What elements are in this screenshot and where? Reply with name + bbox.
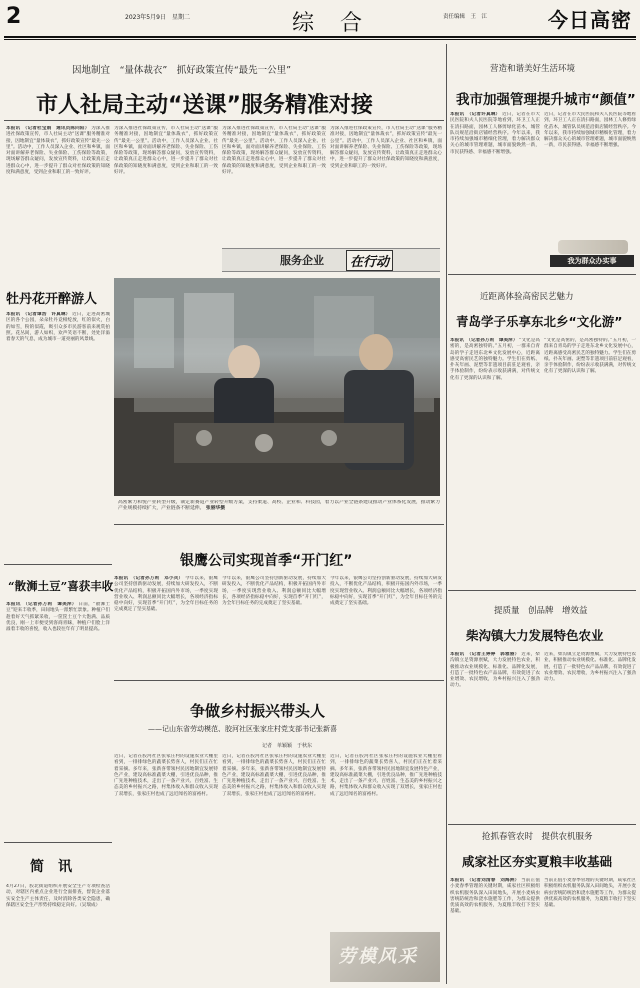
city-col1 [450,112,540,272]
service-banner [222,248,440,272]
service-badge [546,240,636,268]
divider-chaigou [448,824,636,825]
chaigou-col1 [450,652,540,818]
peony-byline: 本报讯 （记者谭浩 许真琳） [6,312,71,317]
lead-body-col1 [6,126,110,274]
city-kicker: 营造和谐美好生活环境 [490,64,576,74]
yingying-byline: 本报讯 （记者孙万莉 邓小兵） [114,576,184,581]
banner-left-text: 服务企业 [280,254,324,267]
banner-right-text: 在行动 [346,250,393,271]
rural-col2: 近日，记者在胶河社区张家庄村的设施农业大棚里看到，一排排绿色的蔬菜长势喜人，村民们正在忙着采摘。多年来，张新喜带领村民因地制宜发展特色产业，建设高标准蔬菜大棚，引进优良品种，推广先进种植技术，走出了一条产业兴、百姓富、生态美的乡村振兴之路，村集体收入和群众收入实现了双增长，张家庄村也成了远近闻名的富裕村。 [222,754,326,797]
rural-col1: 近日，记者在胶河社区张家庄村的设施农业大棚里看到，一排排绿色的蔬菜长势喜人，村民们正在忙着采摘。多年来，张新喜带领村民因地制宜发展特色产业，建设高标准蔬菜大棚，引进优良品种，推广先进种植技术，走出了一条产业兴、百姓富、生态美的乡村振兴之路，村集体收入和群众收入实现了双增长，张家庄村也成了远近闻名的富裕村。 [114,754,218,797]
factory-photo-image [114,278,440,496]
rural-subtitle: ——记山东省劳动模范、胶河社区张家庄村党支部书记张新喜 [148,725,337,733]
divider-soil [4,842,112,843]
soil-body: 日前，“散浉土豆”迎来丰收季，田间地头一派繁忙景象。种植户们趁着好天气抓紧采收，一筐筐土豆个大饱满、品质优良，刚一上市便受到客商青睐，种植户们脸上洋溢着丰收的喜悦，收入也较往年有了明显提高。 [6,602,110,633]
yingying-col3: 今年以来，银鹰公司坚持创新驱动发展，持续加大研发投入，不断优化产品结构，积极开拓国内外市场，一季度实现营业收入、利润总额同比大幅增长，各项经济指标稳中向好，实现首季“开门红”，为全年目标任务的完成奠定了坚实基础。 [330,576,442,607]
model-worker-tag-text: 劳模风采 [338,946,418,967]
city-body: 近日，记者在市大民医院和夫人民医院等地看到，环卫工人正在清扫路面，园林工人修剪绿化苗木，城管队员规范沿街店铺经营秩序。今年以来，我市持续加强城市精细化管理，着力解决群众关心的城市管理难题，城市面貌焕然一新，市民获得感、幸福感不断增强。 [450,112,540,155]
service-badge-label: 我为群众办实事 [550,255,634,267]
brief-body: 4月27日，胶北街道组织开展安全生产专项检查活动，对辖区内重点企业进行全面排查，督促企业落实安全生产主体责任，及时消除各类安全隐患，确保辖区安全生产形势持续稳定向好。（吴瑞成） [6,884,110,908]
chaigou-title: 柴沟镇大力发展特色农业 [466,628,604,643]
qingdao-col1 [450,338,540,578]
lead-body-col3: 为深入推进社保政策宣传，市人社局主动“送课”服务精准对接，因地制宜“量体裁衣”，抓好政策宣传“最先一公里”。活动中，工作人员深入企业、社区和乡镇，面对面讲解养老保险、失业保险、工伤保险等政策，现场解答群众疑问，发放宣传资料，让政策真正走进群众心中，进一步提升了群众对社保政策的知晓度和满意度，受到企业和职工的一致好评。 [222,126,326,176]
lead-rule [4,120,444,121]
qingdao-title: 青岛学子乐享东北乡“文化游” [456,314,623,329]
qingdao-byline: 本报讯 （记者孙万莉 谭美萍） [450,338,518,343]
qingdao-kicker: 近距离体验高密民艺魅力 [480,292,574,302]
lead-body: 为深入推进社保政策宣传，市人社局主动“送课”服务精准对接，因地制宜“量体裁衣”，抓好政策宣传“最先一公里”。活动中，工作人员深入企业、社区和乡镇，面对面讲解养老保险、失业保险、工伤保险等政策，现场解答群众疑问，发放宣传资料，让政策真正走进群众心中，进一步提升了群众对社保政策的知晓度和满意度，受到企业和职工的一致好评。 [6,126,110,176]
photo-credit: 张丽华摄 [205,506,226,512]
city-byline: 本报讯 （记者许真琳） [450,112,501,117]
photo-caption [118,500,440,520]
service-badge-art [558,240,628,254]
yingying-title: 银鹰公司实现首季“开门红” [180,553,353,569]
lead-byline: 本报讯 （记者杜宝娟 通讯员陈向阳） [6,126,90,131]
chaigou-body: 近来，柴沟镇立足资源禀赋，大力发展特色农业，积极推动农业规模化、标准化、品牌化发展，打造了一批特色农产品品牌，有效促进了农业增效、农民增收，为乡村振兴注入了强劲动力。 [450,652,540,689]
lead-body-col2: 为深入推进社保政策宣传，市人社局主动“送课”服务精准对接，因地制宜“量体裁衣”，抓好政策宣传“最先一公里”。活动中，工作人员深入企业、社区和乡镇，面对面讲解养老保险、失业保险、工伤保险等政策，现场解答群众疑问，发放宣传资料，让政策真正走进群众心中，进一步提升了群众对社保政策的知晓度和满意度，受到企业和职工的一致好评。 [114,126,218,176]
xianjia-col1 [450,878,540,984]
peony-text [6,312,110,562]
masthead-rule-thin [4,39,636,40]
peony-title: 牡丹花开醉游人 [6,292,98,307]
column-divider [446,44,447,984]
xianjia-byline: 本报讯 （记者刘清春 刘海洲） [450,878,520,883]
rural-title: 争做乡村振兴带头人 [190,702,326,720]
photo-caption-text: 高密紫力和悦产业转型升级，制定新赛道产业转型升级方案，支持柔道、高校、企业和、科技园，着力以产业全链条建设推动产业体系化发展，推动紫力产业规模持续扩大，产业链条不断延伸。 [118,500,440,512]
soil-byline: 本报讯 （记者孙万莉 谭美萍） [6,602,77,607]
chaigou-col2: 近来，柴沟镇立足资源禀赋，大力发展特色农业，积极推动农业规模化、标准化、品牌化发展，打造了一批特色农产品品牌，有效促进了农业增效、农民增收，为乡村振兴注入了强劲动力。 [544,652,636,683]
editor-credit: 责任编辑 王 江 [443,14,488,20]
factory-photo [114,278,440,496]
divider-peony [4,564,112,565]
brief-title: 简 讯 [30,859,72,875]
paper-logo: 今日高密 [548,8,632,32]
lead-title: 市人社局主动“送课”服务精准对接 [36,93,373,118]
xianjia-kicker: 抢抓春管农时 提供农机服务 [482,832,593,842]
city-col2: 近日，记者在市大民医院和夫人民医院等地看到，环卫工人正在清扫路面，园林工人修剪绿化苗木，城管队员规范沿街店铺经营秩序。今年以来，我市持续加强城市精细化管理，着力解决群众关心的城市管理难题，城市面貌焕然一新，市民获得感、幸福感不断增强。 [544,112,636,149]
issue-weekday: 星期二 [172,14,191,21]
qingdao-body: “文化是高密的，是高密独特的。”五月初，一群来自青岛的学子走进东北乡文化发展中心，近距离感受高密民艺的独特魅力。学生们在剪纸、扑灰年画、泥塑等非遗项目前驻足观看，亲手体验制作，纷纷表示收获满满，对传统文化有了更深的认识和了解。 [450,338,540,381]
divider-city [448,274,636,275]
xianjia-body: 当前正值小麦春季管理的关键时期，咸家社区积极组织农机服务队深入田间地头，开展小麦病虫害统防统治和浇水施肥等工作，为群众提供优质高效的农机服务，为夏粮丰收打下坚实基础。 [450,878,540,915]
soil-text [6,602,110,838]
lead-kicker: 因地制宜 “量体裁衣” 抓好政策宣传“最先一公里” [72,65,291,76]
rural-author: 记者 单颖颖 于秋东 [262,743,313,749]
rural-col3: 近日，记者在胶河社区张家庄村的设施农业大棚里看到，一排排绿色的蔬菜长势喜人，村民们正在忙着采摘。多年来，张新喜带领村民因地制宜发展特色产业，建设高标准蔬菜大棚，引进优良品种，推广先进种植技术，走出了一条产业兴、百姓富、生态美的乡村振兴之路，村集体收入和群众收入实现了双增长，张家庄村也成了远近闻名的富裕村。 [330,754,442,797]
divider-qingdao [448,590,636,591]
divider-photo [114,524,444,525]
soil-title: “散浉土豆”喜获丰收 [8,579,114,593]
lead-body-col4: 为深入推进社保政策宣传，市人社局主动“送课”服务精准对接，因地制宜“量体裁衣”，抓好政策宣传“最先一公里”。活动中，工作人员深入企业、社区和乡镇，面对面讲解养老保险、失业保险、工伤保险等政策，现场解答群众疑问，发放宣传资料，让政策真正走进群众心中，进一步提升了群众对社保政策的知晓度和满意度，受到企业和职工的一致好评。 [330,126,442,169]
section-title: 综 合 [292,11,365,36]
page-number: 2 [6,4,22,29]
city-title: 我市加强管理提升城市“颜值” [456,92,636,108]
masthead-rule [4,36,636,38]
issue-date: 2023年5月9日 [125,14,166,21]
peony-body: 近日，走进高密城区的各个公园，朵朵牡丹竞相绽放，红的似火，白的如雪，粉的似霞，吸引众多市民游客前来观赏拍照。花丛间，游人如织，欢声笑语不断，处处洋溢着春天的气息，成为城市一道亮丽的风景线。 [6,312,110,343]
xianjia-title: 咸家社区夯实夏粮丰收基础 [462,854,613,869]
yingying-body: 今年以来，银鹰公司坚持创新驱动发展，持续加大研发投入，不断优化产品结构，积极开拓国内外市场，一季度实现营业收入、利润总额同比大幅增长，各项经济指标稳中向好，实现首季“开门红”，为全年目标任务的完成奠定了坚实基础。 [114,576,218,613]
yingying-col1 [114,576,218,674]
chaigou-byline: 本报讯 （记者王婷婷 郭雅丽） [450,652,520,657]
masthead [0,0,640,40]
xianjia-col2: 当前正值小麦春季管理的关键时期，咸家社区积极组织农机服务队深入田间地头，开展小麦病虫害统防统治和浇水施肥等工作，为群众提供优质高效的农机服务，为夏粮丰收打下坚实基础。 [544,878,636,909]
model-worker-tag [330,932,440,982]
divider-yingying [114,680,444,681]
yingying-col2: 今年以来，银鹰公司坚持创新驱动发展，持续加大研发投入，不断优化产品结构，积极开拓国内外市场，一季度实现营业收入、利润总额同比大幅增长，各项经济指标稳中向好，实现首季“开门红”，为全年目标任务的完成奠定了坚实基础。 [222,576,326,607]
chaigou-kicker: 提质量 创品牌 增效益 [494,606,588,616]
qingdao-col2: “文化是高密的，是高密独特的。”五月初，一群来自青岛的学子走进东北乡文化发展中心，近距离感受高密民艺的独特魅力。学生们在剪纸、扑灰年画、泥塑等非遗项目前驻足观看，亲手体验制作，纷纷表示收获满满，对传统文化有了更深的认识和了解。 [544,338,636,375]
